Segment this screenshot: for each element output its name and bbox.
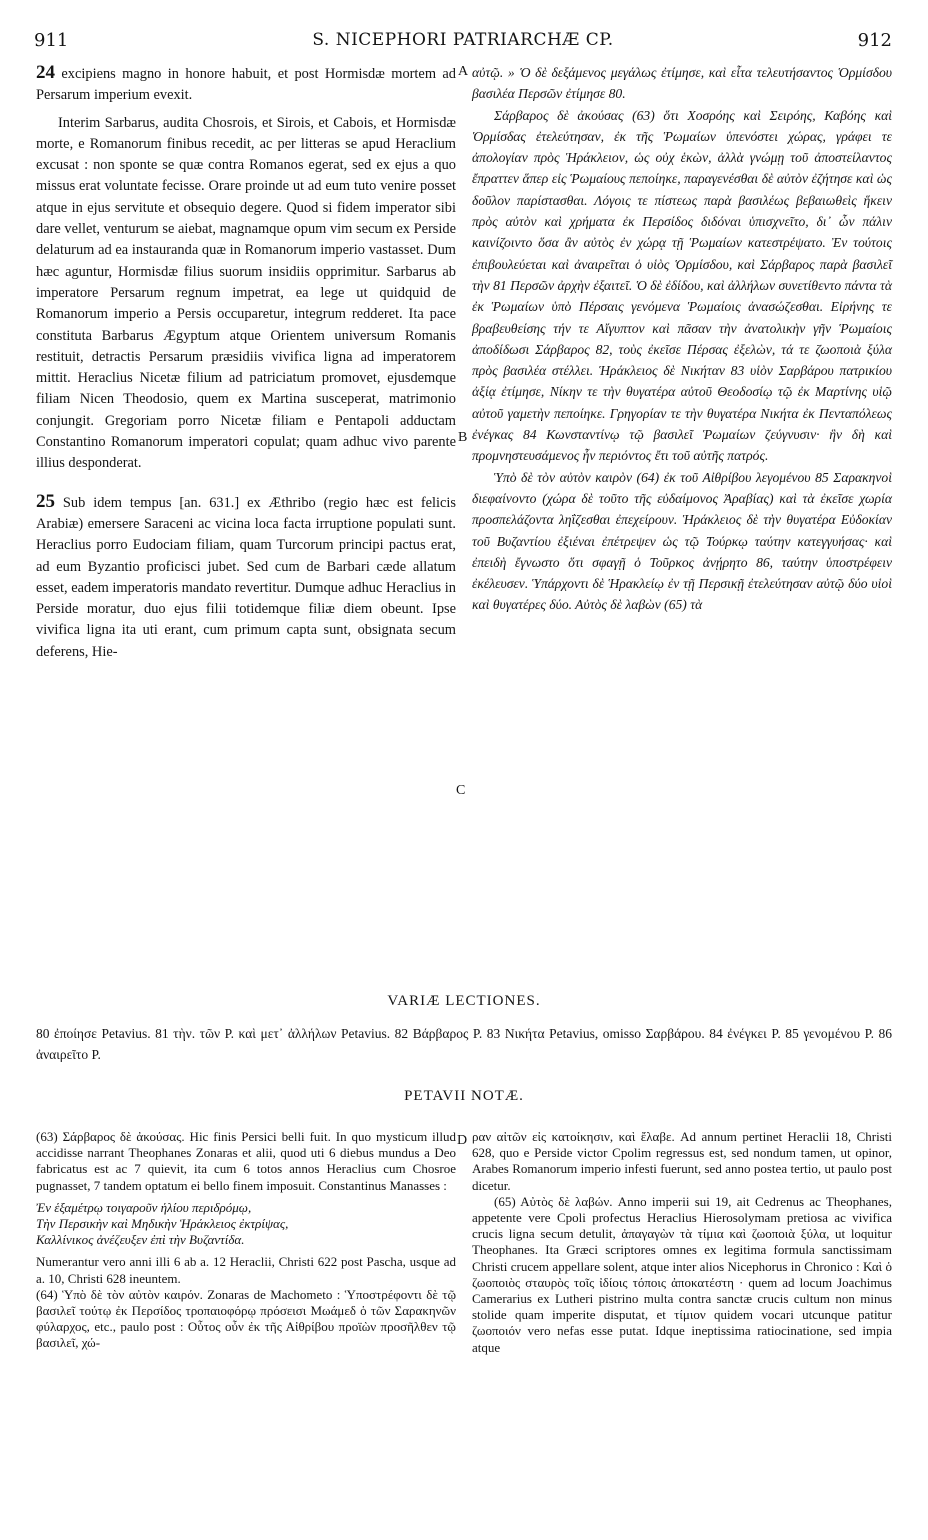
greek-column xyxy=(472,62,892,616)
latin-column xyxy=(36,62,456,663)
running-title: S. NICEPHORI PATRIARCHÆ CP. xyxy=(312,30,614,50)
note-65: (65) Αὐτὸς δὲ λαβών. Anno imperii sui 19, ait Cedrenus ac Theophanes, appetente vere Cpoli profectus Heraclius Hierosolymam pretiosa ac vivifica crucis ligna secum detulit, ἀπαγαγὼν τὰ τίμια καὶ ζωοποιὰ ξύλα, ut loquitur Theophanes. Ita Græci scriptores omnes ex legitima formula sanctissimam Christi crucem appellare solent, atque inter alios Nicephorus in Chronico : Καὶ ὁ ζωοποιὸς σταυρὸς τοῖς ἰδίοις τόποις ἀποκατέστη · quem ad locum Joachimus Camerarius ex Lutheri pistrino multa contra sanctæ crucis cultum non minus stolide quam imperite disputat, et τίμιον quidem vocari utcunque patitur ζωοποιόν vero nefas esse putat. Idque ineptissima ratiocinatione, sed impia atque xyxy=(472,1193,892,1355)
greek-text-2: Σάρβαρος δὲ ἀκούσας (63) ὅτι Χοσρόης καὶ Σειρόης, Καβόης καὶ Ὁρμίσδας ἐτελεύτησαν, ἐκ τῆς Ῥωμαίων ὑπενόστει χώρας, γράφει τε ἀπολογίαν πρὸς Ἡράκλειον, ὡς οὐχ ἑκὼν, ἀλλὰ γνώμῃ τοῦ ἀποστείλαντος ἔπραττεν ἅπερ εἰς Ῥωμαίους πεποίηκε, παραγενέσθαι δὲ αὐτὸν ἐζήτησε καὶ ὡς δοῦλον παρίστασθαι. Λόγοις τε πίστεως παρὰ βασιλέως βεβαιωθεὶς ἥκειν πρὸς αὐτὸν καὶ χρήματα ἐκ Περσίδος διδόναι ὑπισχνεῖτο, δι᾽ ὧν πάλιν καινίζοιντο ὅσα ἂν αὐτὸς ἐν χώρᾳ τῇ Ῥωμαίων κατεστρέψατο. Ἐν τούτοις ἐπιβουλεύεται καὶ ἀναιρεῖται ὁ υἱὸς Ὁρμίσδου, καὶ Σάρβαρος παρὰ βασιλεῖ τὴν 81 Περσῶν ἀρχὴν ἐξαιτεῖ. Ὁ δὲ ἐδίδου, καὶ ἀλλήλων συνετίθεντο πάντα τὰ ἐκ Ῥωμαίων ὑπὸ Πέρσαις γενόμενα Ῥωμαίοις ἀνασώζεσθαι. Εἰρήνης τε βραβευθείσης τήν τε Αἴγυπτον καὶ πᾶσαν τὴν ἀνατολικὴν γῆν Ῥωμαίοις ἀποδίδωσι Σάρβαρος 82, τοὺς ἐκεῖσε Πέρσας ἐξελὼν, τά τε ζωοποιὰ ξύλα πρὸς βασιλέα στέλλει. Ἡράκλειος δὲ Νικήταν 83 υἱὸν Σαρβάρου πατρικίου ἀξίᾳ ἐτίμησε, Νίκην τε τὴν θυγατέρα αὐτοῦ Θεοδοσίῳ τῷ ἐκ Μαρτίνης υἱῷ αὐτοῦ γαμετὴν πεποίηκε. Γρηγορίαν τε τὴν θυγατέρα Νικήτα ἐκ Πενταπόλεως ἐνέγκας 84 Κωνσταντίνῳ τῷ βασιλεῖ Ῥωμαίων ζεύγνυσιν· ἣν δὴ καὶ προμνηστευσάμενος ἦν περιόντος ἔτι τοῦ αὐτῆς πατρός. xyxy=(472,107,892,464)
page-number-right: 912 xyxy=(857,30,892,51)
greek-text-3: Ὑπὸ δὲ τὸν αὐτὸν καιρὸν (64) ἐκ τοῦ Αἰθρίβου λεγομένου 85 Σαρακηνοὶ διεφαίνοντο (χώρα δὲ τοῦτο τῆς εὐδαίμονος Ἀραβίας) καὶ τὰ ἐκεῖσε χωρία προσπελάζοντα ληΐζεσθαι ἐπεχείρουν. Ἡράκλειος δὲ τὴν θυγατέρα Εὐδοκίαν τοῦ Βυζαντίου ἐξιέναι ἐπέτρεψεν ὡς τῷ Τούρκῳ ταύτην κατεγγυήσας· καὶ ἐπειδὴ ἔγνωστο ὅτι σφαγῇ ὁ Τοῦρκος ἀνῄρητο 86, ταύτην ὑποστρέφειν ἐκέλευσεν. Ὑπάρχοντι δὲ Ἡρακλείῳ ἐν τῇ Περσικῇ ἐτελεύτησαν αὐτῷ δύο υἱοὶ καὶ θυγατέρες δύο. Αὐτὸς δὲ λαβὼν (65) τὰ xyxy=(472,469,892,613)
verse-line-1: Ἐν ἑξαμέτρῳ τοιγαροῦν ἡλίου περιδρόμῳ, xyxy=(36,1199,252,1215)
notes-left-column xyxy=(36,1129,456,1352)
margin-letter-d: D xyxy=(457,1133,468,1148)
variae-lectiones-text: 80 ἐποίησε Petavius. 81 τὴν. τῶν P. καὶ μετ᾽ ἀλλήλων Petavius. 82 Βάρβαρος P. 83 Νικήτα Petavius, omisso Σαρβάρου. 84 ἐνέγκει P. 85 γενομένου P. 86 ἀναιρεῖτο P. xyxy=(36,1026,892,1062)
section-number-24: 24 xyxy=(36,62,55,83)
verse-line-3: Καλλίνικος ἀνέζευξεν ἐπὶ τὴν Βυζαντίδα. xyxy=(36,1232,245,1248)
latin-text-1: excipiens magno in honore habuit, et post Hormisdæ mortem ad Persarum imperium evexit. xyxy=(36,66,457,104)
notes-right-column xyxy=(472,1129,892,1356)
latin-paragraph-25 xyxy=(36,491,456,663)
greek-text-1: αὐτῷ. » Ὁ δὲ δεξάμενος μεγάλως ἐτίμησε, καὶ εἶτα τελευτήσαντος Ὁρμίσδου βασιλέα Περσῶν ἐτίμησε 80. xyxy=(472,65,892,102)
page-number-left: 911 xyxy=(34,30,69,51)
latin-text-2: Interim Sarbarus, audita Chosrois, et Sirois, et Cabois, et Hormisdæ morte, e Romanorum finibus recedit, ac per litteras se apud Heraclium excusat : non sponte se quæ contra Romanos egerat, sed ex ejus a quo missus erat voluntate fecisse. Orare proinde ut ad eum tuto venire posset atque in ejus servitute et obsequio degere. Quod si fidem imperator sibi dare vellet, venturum se aiebat, magnamque opum vim secum ex Perside delaturum ad ea instauranda quæ in Romanorum imperio vastasset. Dum hæc aguntur, Hormisdæ filius suorum insidiis opprimitur. Sarbarus ab imperatore Persarum regnum impetrat, ea lege ut quidquid de Romanorum imperio a Persis occuparetur, integrum redderet. Ita pace constituta Barbarus Ægyptum atque Orientem universum Romanis restituit, detractis Persarum præsidiis vivifica ligna ad imperatorem mittit. Heraclius Nicetæ filium ad patriciatum promovet, ejusdemque filiam Nicen Theodosio, quem ex Martina susceperat, matrimonio conjungit. Gregoriam porro Nicetæ filiam e Pentapoli adductam Constantino Romanorum imperatori copulat; quam adhuc vivo parente illius desponderat. xyxy=(36,114,456,472)
margin-letter-a: A xyxy=(458,64,469,79)
note-64: (64) Ὑπὸ δὲ τὸν αὐτὸν καιρόν. Zonaras de Machometo : Ὑποστρέφοντι δὲ τῷ βασιλεῖ τούτῳ ἐκ Περσίδος τροπαιοφόρῳ πρόσεισι Μωάμεδ ὁ τῶν Σαρακηνῶν φύλαρχος, etc., paulo post : Οὗτος οὖν ἐκ τῆς Αἰθρίβου προϊὼν προσῆλθεν τῷ βασιλεῖ, χώ- xyxy=(36,1286,456,1351)
petavii-notae-heading: PETAVII NOTÆ. xyxy=(404,1088,524,1104)
latin-paragraph-24 xyxy=(36,62,456,107)
margin-letter-c: C xyxy=(456,783,466,798)
variae-lectiones-heading: VARIÆ LECTIONES. xyxy=(387,993,541,1009)
verse-line-2: Τὴν Περσικὴν καὶ Μηδικὴν Ἡράκλειος ἐκτρίψας, xyxy=(36,1216,289,1232)
note-64-continued: ραν αἰτῶν εἰς κατοίκησιν, καὶ ἔλαβε. Ad annum pertinet Heraclii 18, Christi 628, quo e Perside victor Cpolim regressus est, sed nondum tamen, ut opinor, Arabes Romanorum imperio infesti fuerunt, sed anno postea tertio, ut paulo post dicetur. xyxy=(472,1129,892,1193)
note-63: (63) Σάρβαρος δὲ ἀκούσας. Hic finis Persici belli fuit. In quo mysticum illud accidisse narrant Theophanes Zonaras et alii, quod uti 6 diebus mundus a Deo fabricatus est ac 7 quievit, ita cum 6 totos annos Heraclius cum Chosroe pugnasset, 7 tandem optatum ei bello finem imposuit. Constantinus Manasses : xyxy=(36,1129,456,1193)
running-header xyxy=(34,30,892,56)
section-number-25: 25 xyxy=(36,490,55,512)
note-63-continued: Numerantur vero anni illi 6 ab a. 12 Heraclii, Christi 622 post Pascha, usque ad a. 10, Christi 628 ineuntem. xyxy=(36,1254,456,1286)
latin-text-3: Sub idem tempus [an. 631.] ex Æthribo (regio hæc est felicis Arabiæ) emersere Saraceni ac vicina loca facta irruptione populati sunt. Heraclius porro Eudociam filiam, quam Turcorum principi pactus erat, ad eum Byzantio proficisci jubet. Sed cum de Barbari cæde allatum esset, eadem imperatoris mandato revertitur. Dumque adhuc Heraclius in Perside moratur, duo ejus filii totidemque filiæ diem obeunt. Ipse vivifica ligna ita uti erant, cum primum capta sunt, obsignata secum deferens, Hie- xyxy=(36,494,456,660)
margin-letter-b: B xyxy=(458,430,468,445)
verse-block xyxy=(36,1200,456,1249)
